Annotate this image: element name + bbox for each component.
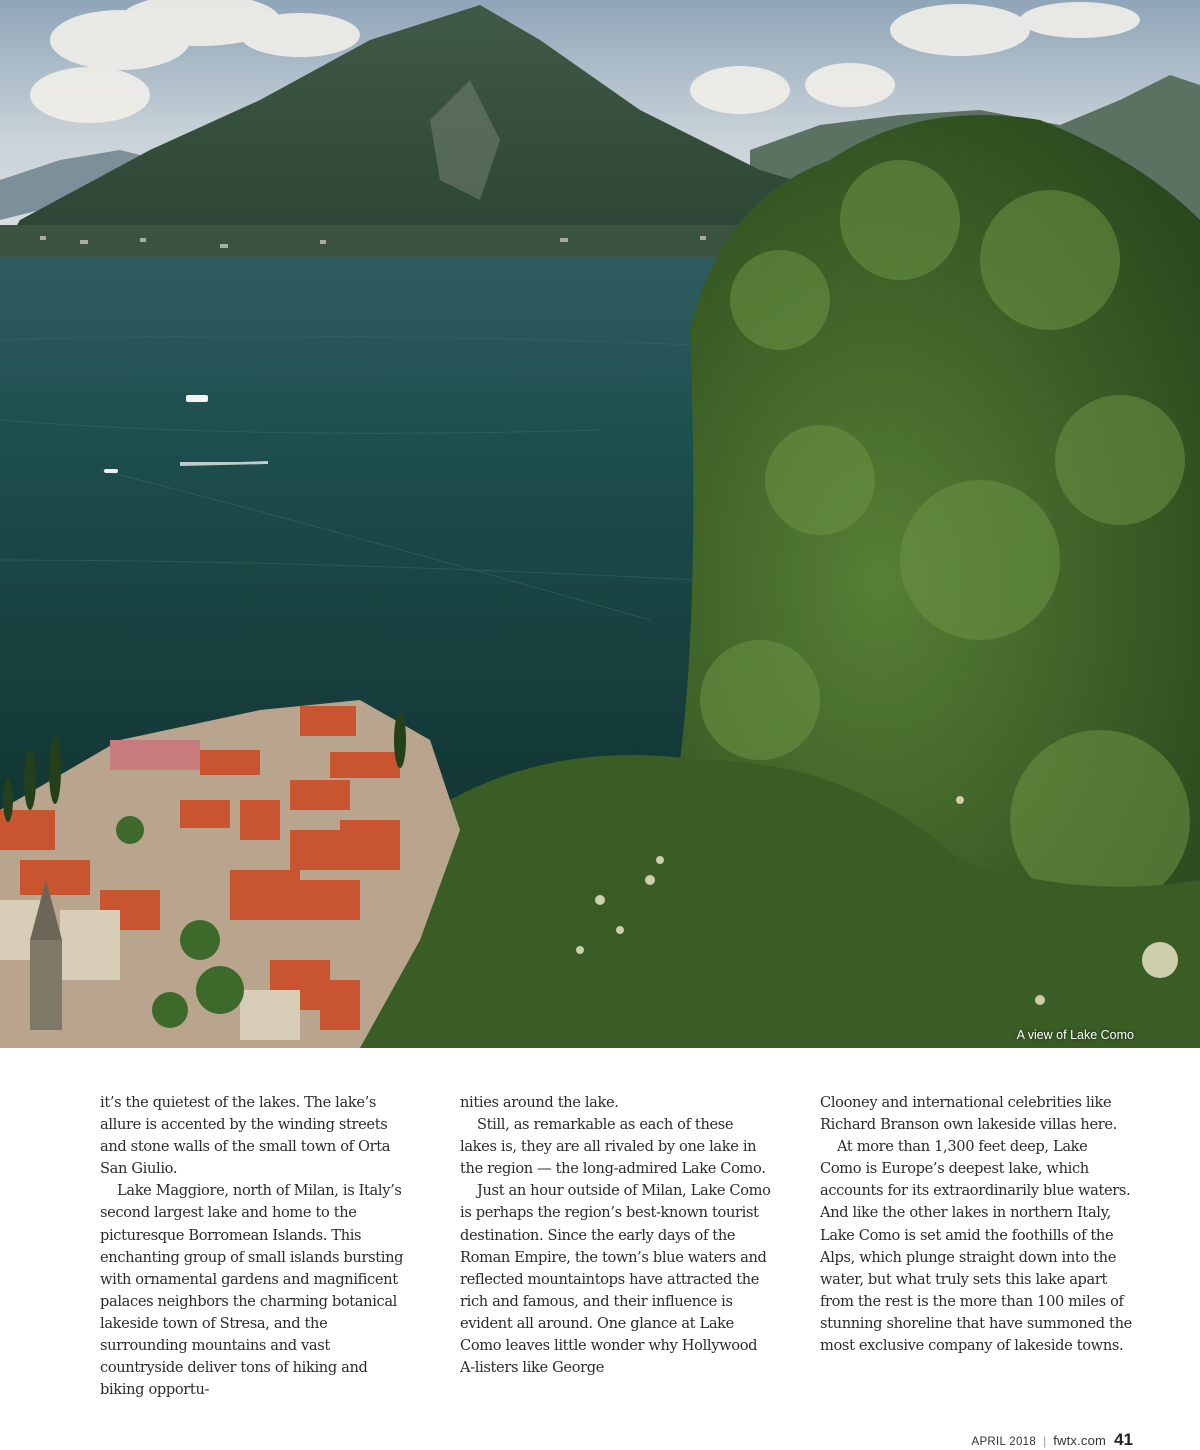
paragraph: Clooney and international celebrities like Richard Branson own lakeside villas here.	[820, 1094, 1117, 1134]
paragraph: it’s the quietest of the lakes. The lake’s allure is accented by the winding streets and stone walls of the small town of Orta San Giulio.	[100, 1094, 391, 1178]
website-url: fwtx.com	[1053, 1433, 1107, 1448]
paragraph: Just an hour outside of Milan, Lake Como is perhaps the region’s best-known tourist destination. Since the early days of the Roman Empire, the town’s blue waters and reflected mountaintops have attracted the rich and famous, and their influence is evident all around. One glance at Lake Como leaves little wonder why Hollywood A-listers like George	[460, 1182, 771, 1377]
paragraph: nities around the lake.	[460, 1094, 619, 1111]
text-column-2	[460, 1092, 772, 1377]
issue-date: APRIL 2018	[971, 1436, 1037, 1448]
paragraph: At more than 1,300 feet deep, Lake Como is Europe’s deepest lake, which accounts for its extraordinarily blue waters. And like the other lakes in northern Italy, Lake Como is set amid the foothills of the Alps, which plunge straight down into the water, but what truly sets this lake apart from the rest is the more than 100 miles of stunning shoreline that have summoned the most exclusive company of lakeside towns.	[820, 1138, 1132, 1355]
paragraph: Still, as remarkable as each of these lakes is, they are all rivaled by one lake in the region — the long-admired Lake Como.	[460, 1116, 766, 1178]
page-number: 41	[1114, 1430, 1133, 1449]
page-footer	[971, 1430, 1133, 1450]
text-column-1	[100, 1092, 412, 1399]
text-column-3	[820, 1092, 1132, 1372]
article-body	[100, 1092, 1132, 1399]
footer-separator: |	[1043, 1434, 1047, 1448]
photo-caption: A view of Lake Como	[1016, 1028, 1134, 1042]
paragraph: Lake Maggiore, north of Milan, is Italy’s second largest lake and home to the picturesque Borromean Islands. This enchanting group of small islands bursting with ornamental gardens and magnificent palaces neighbors the charming botanical lakeside town of Stresa, and the surrounding mountains and vast countryside deliver tons of hiking and biking opportu-	[100, 1182, 404, 1399]
